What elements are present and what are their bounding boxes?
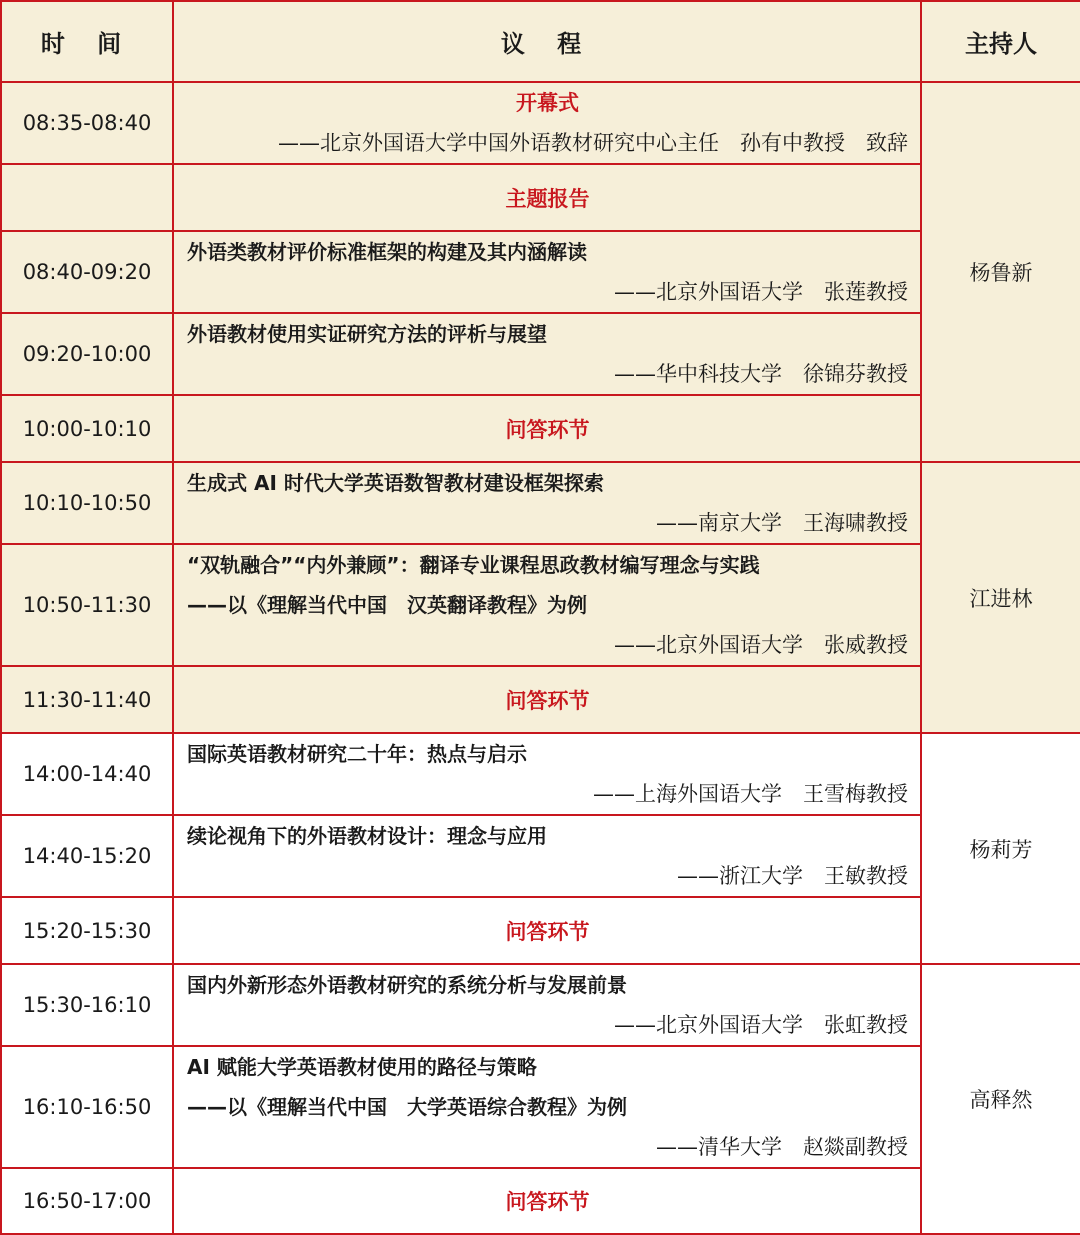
talk-subtitle: ——以《理解当代中国 大学英语综合教程》为例 [187,1095,627,1119]
header-row [1,1,1080,82]
qa-label: 问答环节 [505,1190,590,1214]
time-cell: 10:00-10:10 [1,395,173,462]
agenda-cell [173,733,921,815]
session-label: 主题报告 [505,186,590,211]
time-cell: 08:35-08:40 [1,82,173,164]
time-cell [1,164,173,231]
host-cell: 高释然 [921,964,1080,1234]
talk-title: 生成式 AI 时代大学英语数智教材建设框架探索 [187,471,604,495]
speaker-text: ——南京大学 王海啸教授 [656,511,908,535]
qa-label: 问答环节 [505,688,590,713]
host-cell: 杨鲁新 [921,82,1080,462]
table-row [1,164,1080,231]
speaker-text: ——北京外国语大学中国外语教材研究中心主任 孙有中教授 致辞 [278,131,908,155]
table-row [1,1168,1080,1234]
qa-label: 问答环节 [505,417,590,442]
time-cell: 14:40-15:20 [1,815,173,897]
agenda-cell [173,82,921,164]
time-cell: 14:00-14:40 [1,733,173,815]
speaker-text: ——上海外国语大学 王雪梅教授 [593,782,908,806]
table-row [1,897,1080,964]
talk-title: 国际英语教材研究二十年：热点与启示 [187,742,527,766]
agenda-cell [173,395,921,462]
table-row [1,231,1080,313]
speaker-text: ——浙江大学 王敏教授 [677,864,908,888]
time-cell: 11:30-11:40 [1,666,173,733]
time-cell: 08:40-09:20 [1,231,173,313]
table-row [1,82,1080,164]
speaker-text: ——北京外国语大学 张虹教授 [614,1013,908,1037]
time-cell: 10:50-11:30 [1,544,173,666]
table-row [1,544,1080,666]
host-cell: 杨莉芳 [921,733,1080,964]
agenda-cell [173,815,921,897]
table-row [1,462,1080,544]
qa-label: 问答环节 [505,919,590,944]
table-row [1,733,1080,815]
header-agenda: 议 程 [173,1,921,82]
table-row [1,395,1080,462]
talk-title: 续论视角下的外语教材设计：理念与应用 [187,824,547,848]
table-row [1,964,1080,1046]
table-row [1,1046,1080,1168]
table-row [1,666,1080,733]
agenda-cell [173,1046,921,1168]
speaker-text: ——清华大学 赵燚副教授 [656,1135,908,1159]
header-time: 时 间 [1,1,173,82]
agenda-cell [173,1168,921,1234]
agenda-cell [173,164,921,231]
talk-subtitle: ——以《理解当代中国 汉英翻译教程》为例 [187,593,587,617]
agenda-cell [173,964,921,1046]
time-cell: 16:10-16:50 [1,1046,173,1168]
speaker-text: ——华中科技大学 徐锦芬教授 [614,362,908,386]
talk-title: 外语类教材评价标准框架的构建及其内涵解读 [187,240,587,264]
session-label: 开幕式 [516,91,579,115]
agenda-cell [173,231,921,313]
table-row [1,815,1080,897]
time-cell: 09:20-10:00 [1,313,173,395]
agenda-cell [173,897,921,964]
agenda-cell [173,313,921,395]
talk-title: “双轨融合”“内外兼顾”：翻译专业课程思政教材编写理念与实践 [187,553,760,577]
agenda-cell [173,544,921,666]
talk-title: 外语教材使用实证研究方法的评析与展望 [187,322,547,346]
time-cell: 10:10-10:50 [1,462,173,544]
talk-title: 国内外新形态外语教材研究的系统分析与发展前景 [187,973,627,997]
table-row [1,313,1080,395]
time-cell: 15:20-15:30 [1,897,173,964]
speaker-text: ——北京外国语大学 张莲教授 [614,280,908,304]
time-cell: 16:50-17:00 [1,1168,173,1234]
talk-title: AI 赋能大学英语教材使用的路径与策略 [187,1055,537,1079]
speaker-text: ——北京外国语大学 张威教授 [614,633,908,657]
agenda-cell [173,462,921,544]
time-cell: 15:30-16:10 [1,964,173,1046]
agenda-cell [173,666,921,733]
header-host: 主持人 [921,1,1080,82]
host-cell: 江进林 [921,462,1080,733]
